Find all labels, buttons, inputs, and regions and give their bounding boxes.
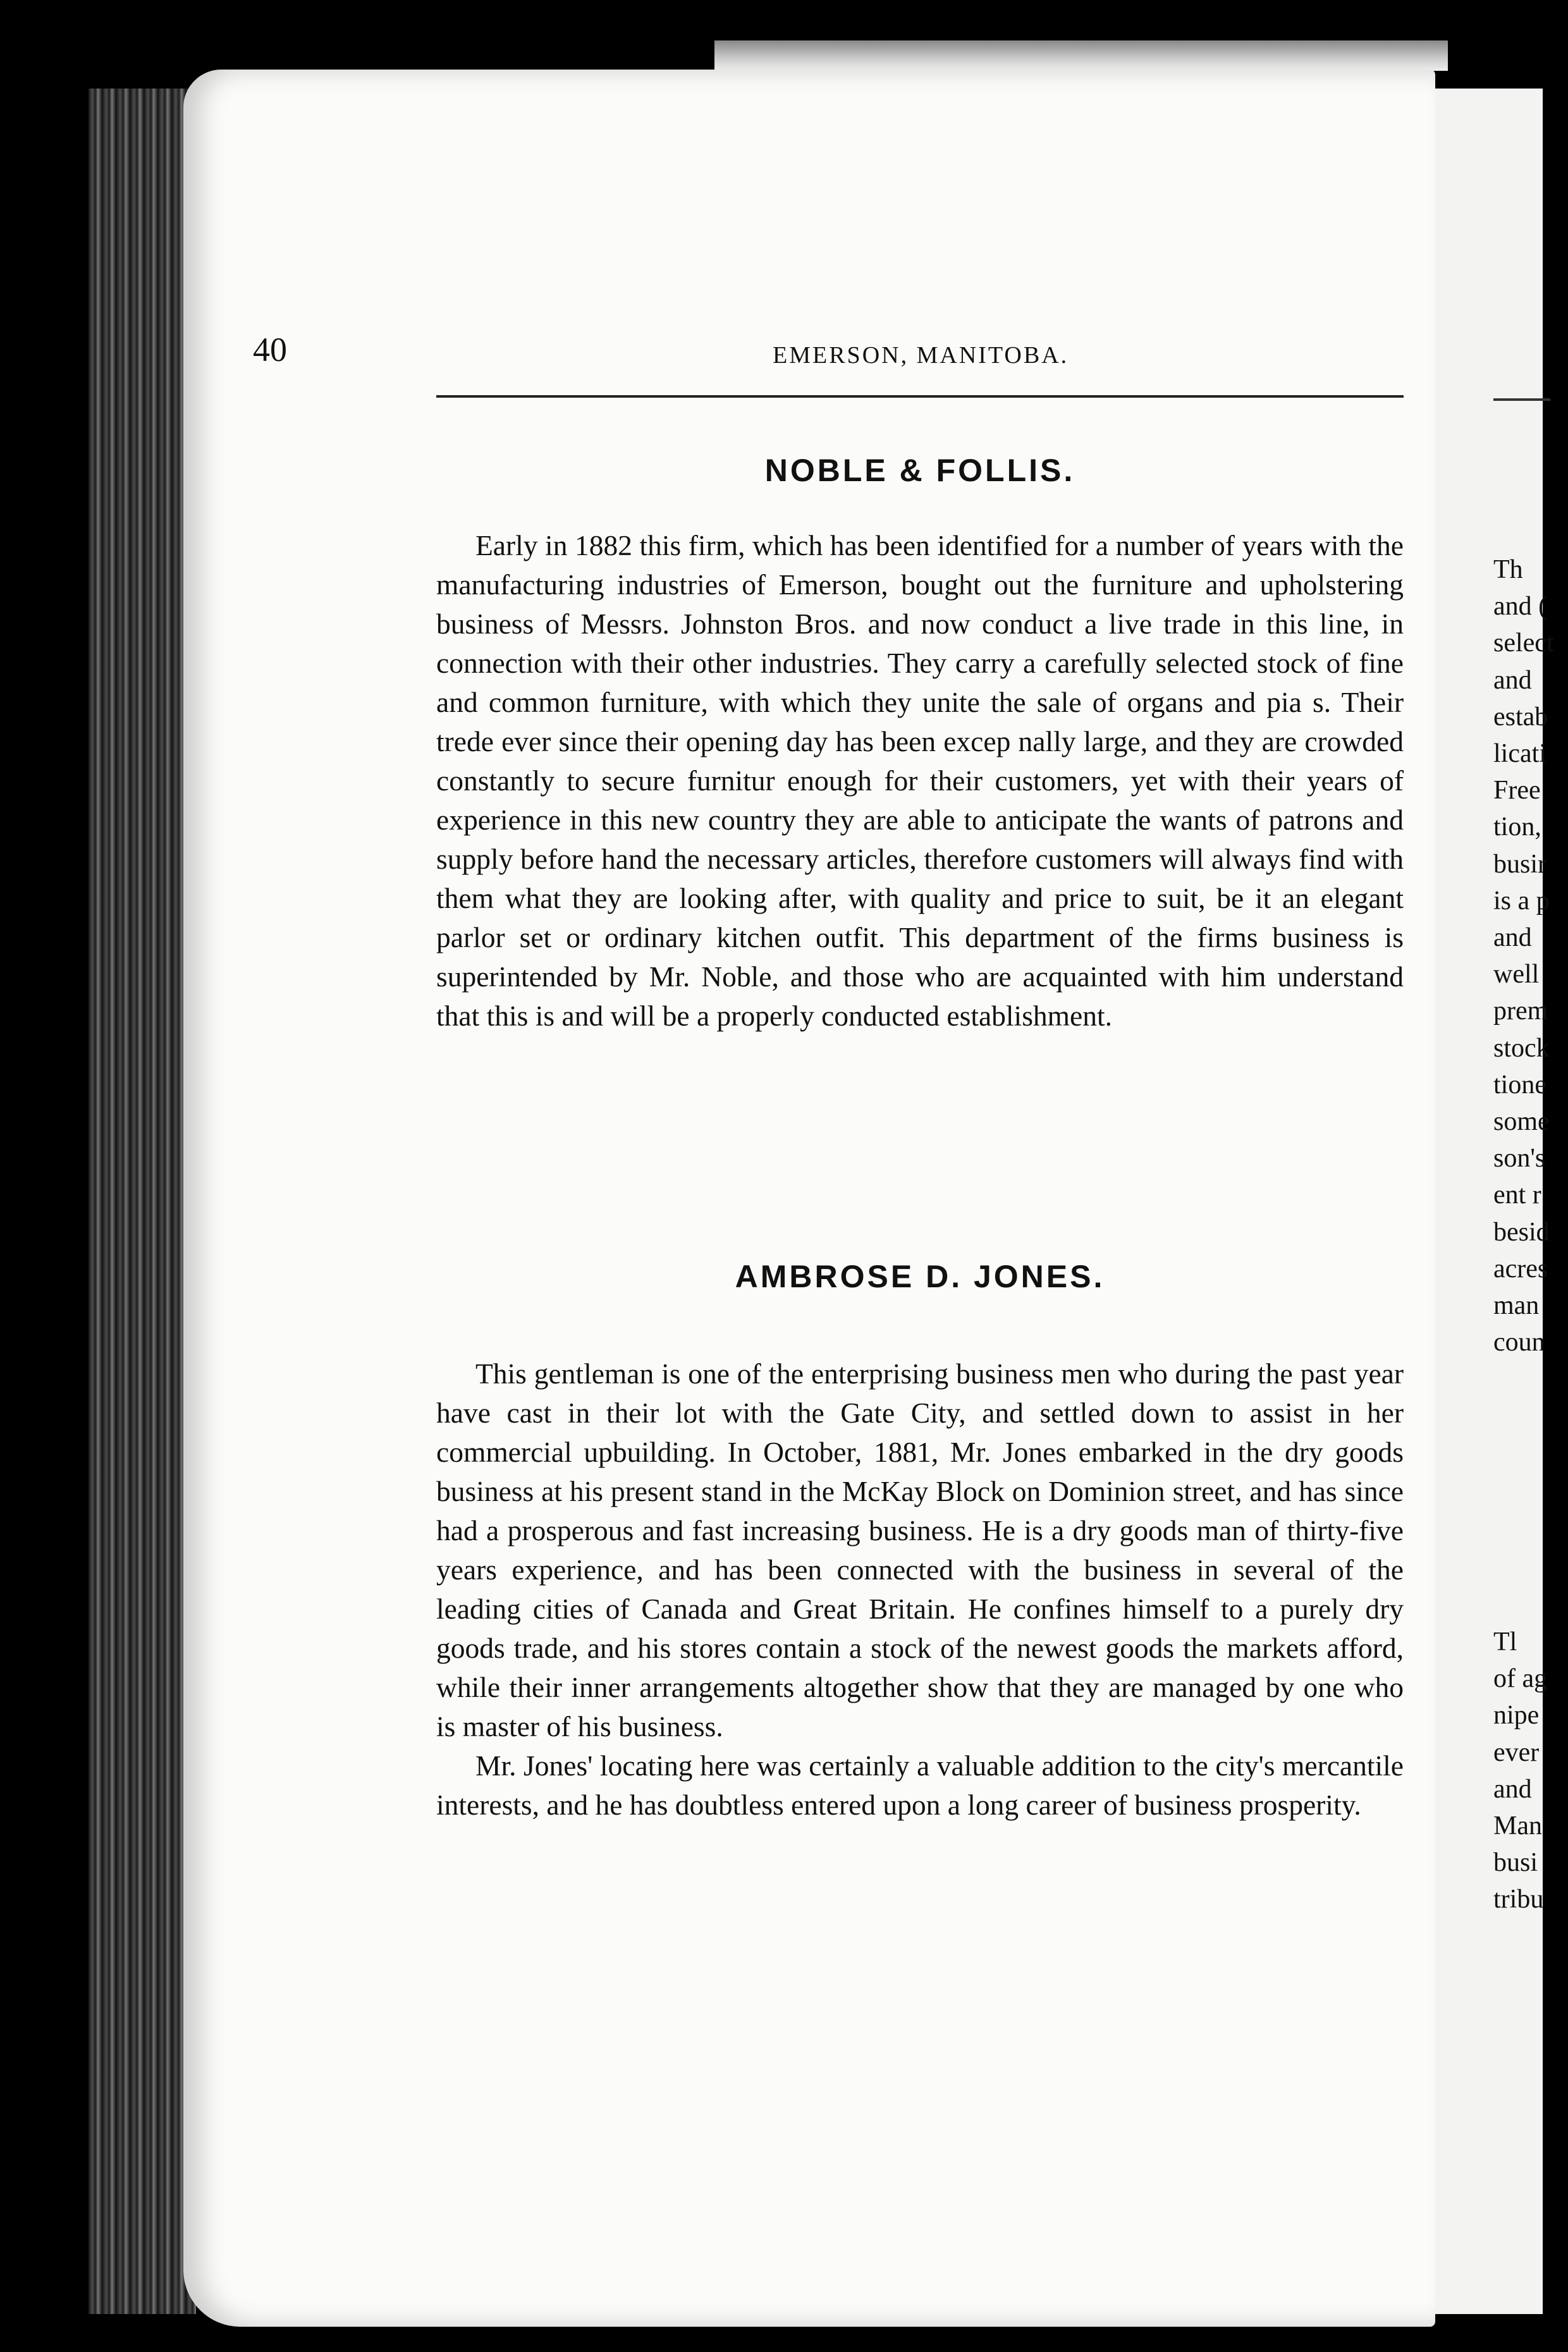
section-body-noble-follis xyxy=(436,526,1404,1036)
next-page-fragment: and xyxy=(1493,923,1532,953)
paragraph: Early in 1882 this firm, which has been identified for a number of years with the manufacturing industries of Emerson, bought out the furniture and upholstering business of Messrs. Johnston Bros. and now conduct a live trade in this line, in connection with their other industries. They carry a carefully selected stock of fine and common furniture, with which they unite the sale of organs and pia s. Their trede ever since their opening day has been excep nally large, and they are crowded constantly to secure furnitur enough for their customers, yet with their years of experience in this new country they are able to anticipate the wants of patrons and supply before hand the necessary articles, therefore customers will always find with them what they are looking after, with quality and price to suit, be it an elegant parlor set or ordinary kitchen outfit. This department of the firms business is superintended by Mr. Noble, and those who are acquainted with him understand that this is and will be a properly conducted establishment. xyxy=(436,529,1404,1032)
next-page-fragment: is a p xyxy=(1493,886,1550,916)
next-page-rule xyxy=(1493,398,1550,401)
running-head: EMERSON, MANITOBA. xyxy=(773,342,1069,369)
next-page-fragment: Th xyxy=(1493,555,1523,584)
left-page-edge xyxy=(89,89,196,2314)
next-page-fragment: busir xyxy=(1493,849,1547,879)
next-page-fragment: man xyxy=(1493,1291,1540,1321)
next-page-fragment: Free xyxy=(1493,776,1541,805)
section-heading-noble-follis: NOBLE & FOLLIS. xyxy=(764,453,1075,488)
next-page-fragment: tione xyxy=(1493,1070,1547,1099)
book-page xyxy=(183,70,1435,2327)
next-page-fragment: Tl xyxy=(1493,1627,1517,1657)
paragraph: This gentleman is one of the enterprising business men who during the past year have cast in their lot with the Gate City, and settled down to assist in her commercial upbuilding. In October, 1881, Mr. Jones embarked in the dry goods business at his present stand in the McKay Block on Dominion street, and has since had a prosperous and fast increasing business. He is a dry goods man of thirty-five years experience, and has been connected with the business in several of the leading cities of Canada and Great Britain. He confines himself to a purely dry goods trade, and his stores contain a stock of the newest goods the markets afford, while their inner arrangements altogether show that they are managed by one who is master of his business. xyxy=(436,1357,1404,1743)
next-page-fragment: of ag xyxy=(1493,1664,1548,1694)
next-page-fragment: Man xyxy=(1493,1811,1542,1841)
next-page-fragment: besid xyxy=(1493,1217,1550,1247)
paragraph: Mr. Jones' locating here was certainly a valuable addition to the city's mercantile interests, and he has doubtless entered upon a long career of business prosperity. xyxy=(436,1749,1404,1821)
next-page-fragment: tion, xyxy=(1493,812,1541,842)
header-rule xyxy=(436,395,1404,398)
next-page-fragment: busi xyxy=(1493,1848,1538,1878)
next-page-fragment: and xyxy=(1493,665,1532,695)
next-page-fragments-bottom xyxy=(1493,1624,1568,1918)
section-heading-ambrose-jones: AMBROSE D. JONES. xyxy=(735,1259,1105,1294)
next-page-fragment: and ( xyxy=(1493,592,1548,622)
page-number: 40 xyxy=(253,331,287,369)
next-page-fragment: nipe xyxy=(1493,1701,1540,1730)
next-page-fragment: well xyxy=(1493,960,1540,989)
next-page-fragment: prem xyxy=(1493,996,1548,1026)
next-page-fragments-top xyxy=(1493,551,1568,1361)
section-body-ambrose-jones xyxy=(436,1354,1404,1825)
next-page-fragment: and xyxy=(1493,1774,1532,1804)
next-page-fragment: son's xyxy=(1493,1144,1546,1173)
next-page-fragment: stock xyxy=(1493,1033,1550,1063)
next-page-fragment: ever xyxy=(1493,1737,1540,1767)
next-page-fragment: select xyxy=(1493,628,1554,658)
next-page-fragment: tribu xyxy=(1493,1885,1544,1914)
next-page-fragment: coun xyxy=(1493,1328,1545,1357)
next-page-fragment: acres xyxy=(1493,1254,1548,1283)
next-page-fragment: estab xyxy=(1493,702,1548,732)
next-page-fragment: some xyxy=(1493,1107,1550,1137)
top-page-edge xyxy=(714,40,1448,71)
next-page-fragment: ent r xyxy=(1493,1180,1541,1210)
next-page-fragment: licati xyxy=(1493,739,1547,769)
